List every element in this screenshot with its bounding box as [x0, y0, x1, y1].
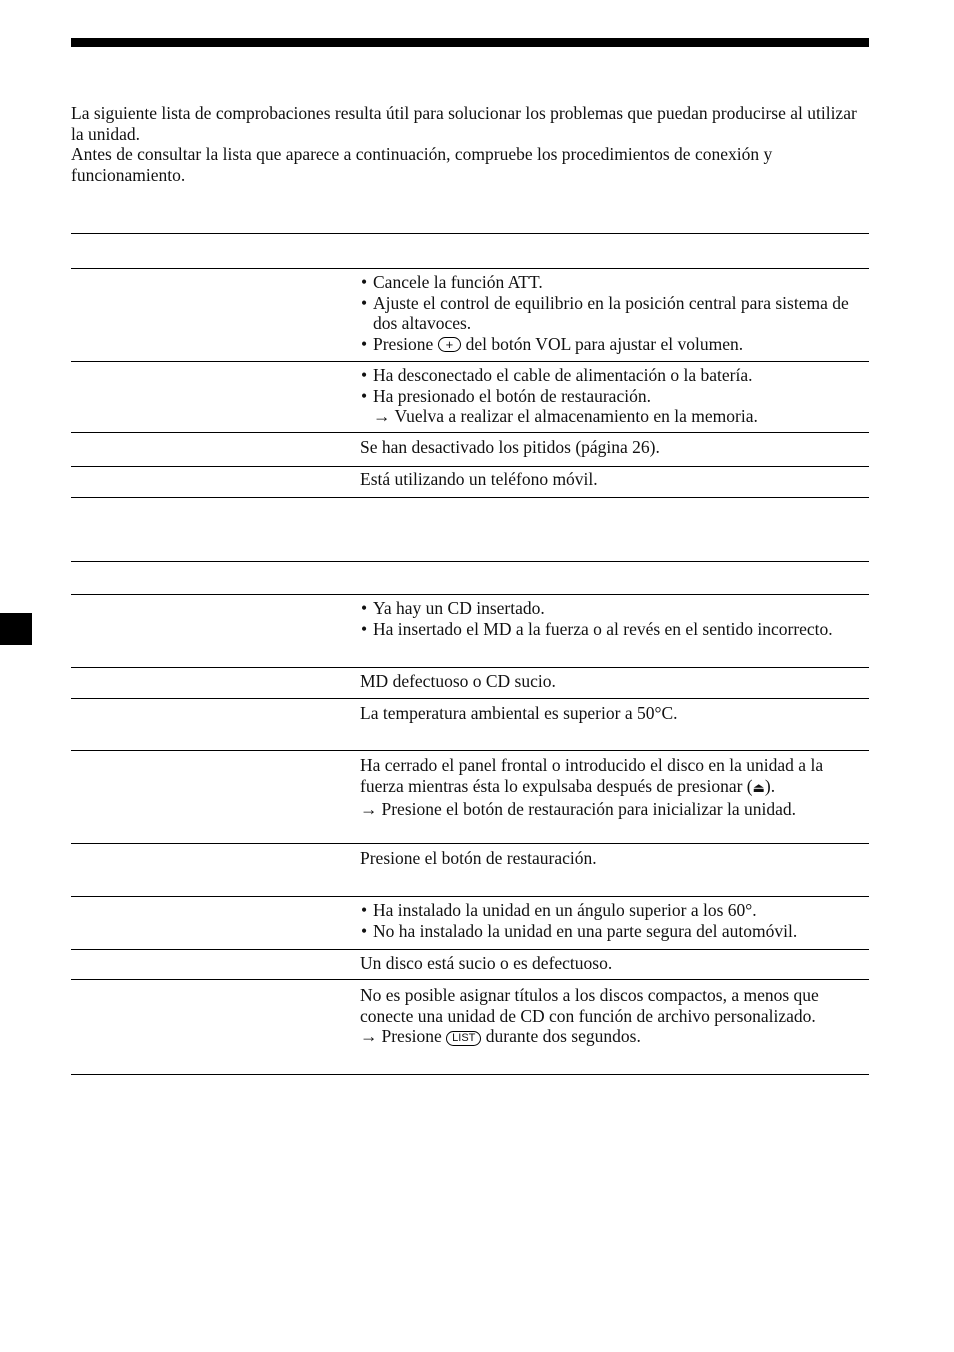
eject-icon: ⏏: [752, 780, 765, 796]
table1-top-rule: [71, 233, 869, 234]
arrow-instruction: [360, 1026, 870, 1047]
text-fragment: del botón VOL para ajustar el volumen.: [465, 333, 744, 354]
list-item: • Ha insertado el MD a la fuerza o al revés en el sentido incorrecto.: [360, 619, 870, 640]
table2-row4-solution: [360, 755, 870, 820]
row-divider: [71, 896, 869, 897]
list-item: • Ya hay un CD insertado.: [360, 598, 870, 619]
solution-text: Se han desactivado los pitidos (página 26).: [360, 437, 660, 457]
text-fragment: durante dos segundos.: [485, 1026, 641, 1046]
intro-paragraph-1: La siguiente lista de comprobaciones resulta útil para solucionar los problemas que puedan producirse al utilizar la unidad.: [71, 103, 857, 144]
table2-row7-solution: [360, 953, 870, 974]
table2-row1-solution: [360, 598, 870, 639]
table2-top-rule: [71, 561, 869, 562]
table2-row3-solution: [360, 703, 870, 724]
table2-row6-solution: [360, 900, 870, 941]
solution-text: [360, 755, 870, 799]
plus-key-icon: +: [438, 337, 462, 352]
table2-row8-solution: [360, 985, 870, 1047]
table1-row3-solution: [360, 437, 870, 458]
table1-row1-solution: [360, 272, 870, 354]
text-fragment: ).: [764, 775, 776, 796]
solution-text: MD defectuoso o CD sucio.: [360, 671, 556, 691]
table2-row5-solution: [360, 848, 870, 869]
list-item: [360, 334, 870, 355]
text-fragment: Ha cerrado el panel frontal o introducido el disco en la unidad a la fuerza mientras ésta lo expulsaba después de presionar (: [360, 755, 824, 796]
solution-text: Está utilizando un teléfono móvil.: [360, 469, 598, 489]
table2-row2-solution: [360, 671, 870, 692]
text-fragment: Presione: [381, 1026, 442, 1046]
list-item: • No ha instalado la unidad en una parte segura del automóvil.: [360, 921, 870, 942]
list-item: • Cancele la función ATT.: [360, 272, 870, 293]
row-divider: [71, 949, 869, 950]
table1-bottom-rule: [71, 497, 869, 498]
solution-text: Un disco está sucio o es defectuoso.: [360, 953, 613, 973]
row-divider: [71, 361, 869, 362]
table1-row4-solution: [360, 469, 870, 490]
table2-bottom-rule: [71, 1074, 869, 1075]
row-divider: [71, 466, 869, 467]
solution-text: No es posible asignar títulos a los discos compactos, a menos que conecte una unidad de CD con función de archivo personalizado.: [360, 985, 819, 1026]
solution-text: Presione el botón de restauración.: [360, 848, 597, 868]
solution-text: La temperatura ambiental es superior a 50°C.: [360, 703, 678, 723]
arrow-instruction: → Presione el botón de restauración para inicializar la unidad.: [360, 799, 870, 820]
intro-text: [71, 103, 869, 185]
intro-paragraph-2: Antes de consultar la lista que aparece a continuación, compruebe los procedimientos de conexión y funcionamiento.: [71, 144, 773, 185]
row-divider: [71, 750, 869, 751]
text-fragment: Presione: [373, 333, 434, 354]
list-key-icon: LIST: [446, 1031, 481, 1046]
row-divider: [71, 698, 869, 699]
row-divider: [71, 667, 869, 668]
table1-header-rule: [71, 268, 869, 269]
row-divider: [71, 432, 869, 433]
arrow-instruction: → Vuelva a realizar el almacenamiento en la memoria.: [360, 406, 870, 427]
table1-row2-solution: [360, 365, 870, 427]
header-rule: [71, 38, 869, 47]
list-item: • Ha presionado el botón de restauración.: [360, 386, 870, 407]
row-divider: [71, 843, 869, 844]
list-item: • Ha instalado la unidad en un ángulo superior a los 60°.: [360, 900, 870, 921]
list-item: • Ha desconectado el cable de alimentación o la batería.: [360, 365, 870, 386]
row-divider: [71, 979, 869, 980]
section-tab-marker: [0, 613, 32, 645]
table2-header-rule: [71, 594, 869, 595]
list-item: • Ajuste el control de equilibrio en la posición central para sistema de dos altavoces.: [360, 293, 870, 334]
